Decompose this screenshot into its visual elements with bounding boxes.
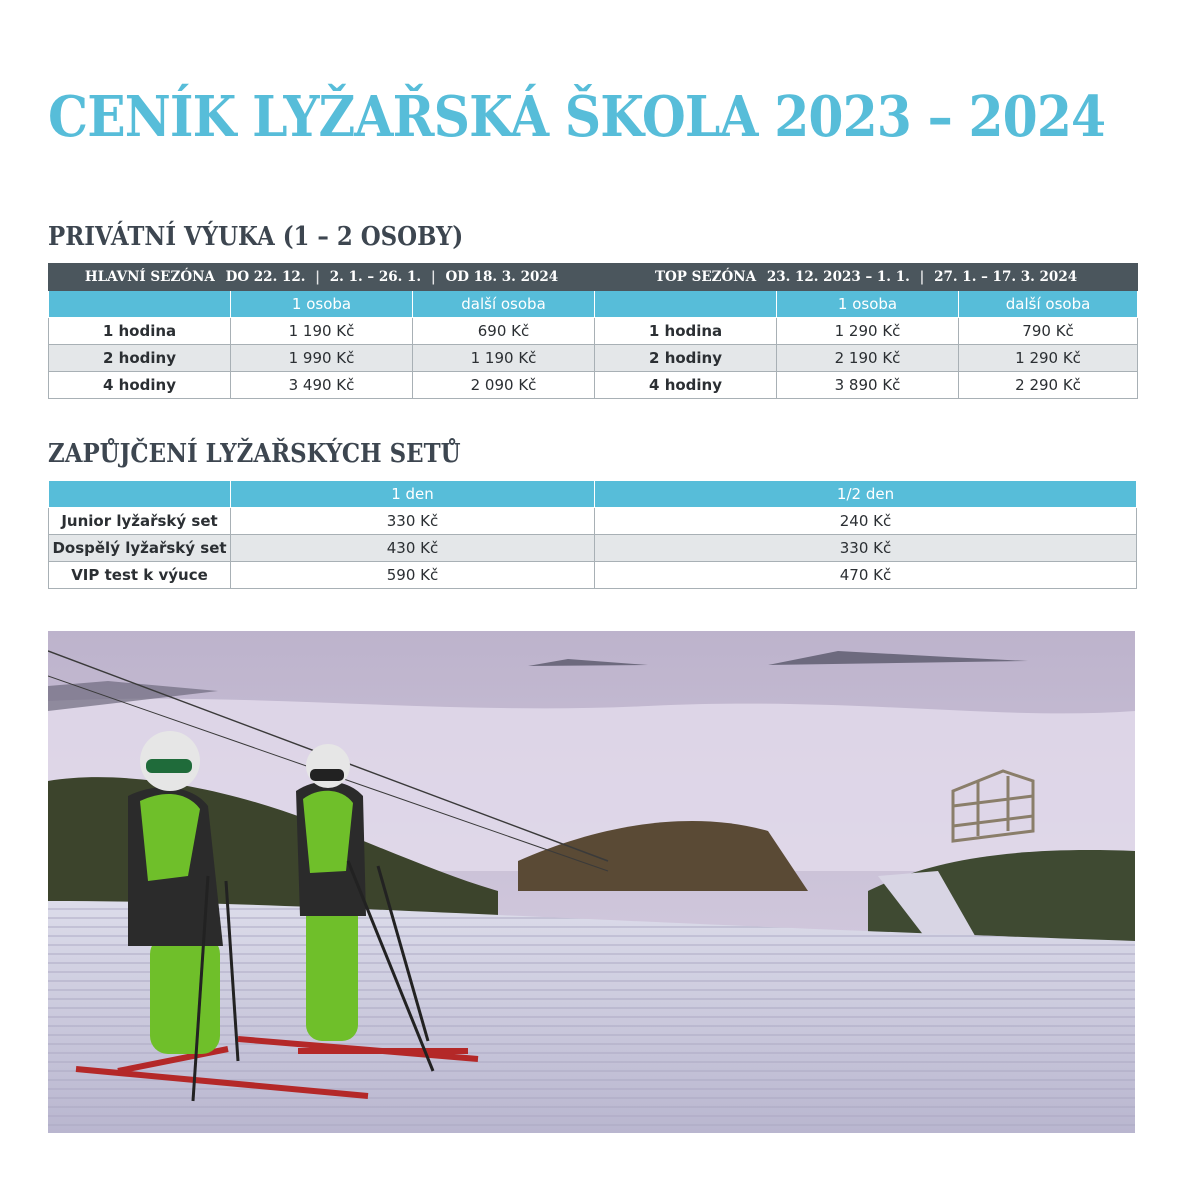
price-cell: 240 Kč [595, 508, 1137, 535]
main-season-period: DO 22. 12. [225, 269, 306, 285]
table-row [49, 562, 1137, 589]
price-cell: 1 190 Kč [413, 345, 595, 372]
price-cell: 1 190 Kč [231, 318, 413, 345]
table-row [49, 318, 1138, 345]
goggles [310, 769, 344, 781]
price-cell: 790 Kč [959, 318, 1138, 345]
main-season-name: HLAVNÍ SEZÓNA [84, 269, 215, 285]
table-row [49, 345, 1138, 372]
divider: | [430, 269, 436, 285]
goggles [146, 759, 192, 773]
empty-header-cell [49, 481, 231, 508]
price-cell: 590 Kč [231, 562, 595, 589]
price-cell: 330 Kč [595, 535, 1137, 562]
price-cell: 1 290 Kč [777, 318, 959, 345]
row-label: 1 hodina [595, 318, 777, 345]
table-row [49, 372, 1138, 399]
private-lessons-heading: PRIVÁTNÍ VÝUKA (1 – 2 OSOBY) [48, 222, 464, 252]
table-row [49, 535, 1137, 562]
column-header: 1 osoba [231, 291, 413, 318]
column-header-row [49, 291, 1138, 318]
divider: | [315, 269, 321, 285]
top-season-period: 23. 12. 2023 – 1. 1. [766, 269, 910, 285]
price-cell: 690 Kč [413, 318, 595, 345]
column-header-row [49, 481, 1137, 508]
column-header: 1/2 den [595, 481, 1137, 508]
main-season-period: 2. 1. – 26. 1. [329, 269, 422, 285]
price-cell: 2 190 Kč [777, 345, 959, 372]
private-lessons-table [48, 263, 1138, 399]
helmet [306, 744, 350, 788]
trousers [150, 936, 220, 1054]
table-row [49, 508, 1137, 535]
main-season-period: OD 18. 3. 2024 [445, 269, 559, 285]
row-label: 2 hodiny [49, 345, 231, 372]
price-cell: 330 Kč [231, 508, 595, 535]
divider: | [919, 269, 925, 285]
price-cell: 430 Kč [231, 535, 595, 562]
row-label: 1 hodina [49, 318, 231, 345]
empty-header-cell [595, 291, 777, 318]
rental-table [48, 480, 1137, 589]
ski-slope-illustration [48, 631, 1135, 1133]
top-season-header [595, 264, 1138, 291]
row-label: 4 hodiny [49, 372, 231, 399]
price-cell: 3 890 Kč [777, 372, 959, 399]
top-season-name: TOP SEZÓNA [654, 269, 757, 285]
row-label: VIP test k výuce [49, 562, 231, 589]
price-cell: 2 090 Kč [413, 372, 595, 399]
season-header-row [49, 264, 1138, 291]
empty-header-cell [49, 291, 231, 318]
trousers [306, 901, 358, 1041]
page-title: CENÍK LYŽAŘSKÁ ŠKOLA 2023 – 2024 [48, 84, 1106, 150]
column-header: 1 osoba [777, 291, 959, 318]
top-season-period: 27. 1. – 17. 3. 2024 [934, 269, 1078, 285]
column-header: další osoba [959, 291, 1138, 318]
ski-slope-photo [48, 631, 1135, 1133]
jacket-panel [303, 791, 353, 873]
price-cell: 1 990 Kč [231, 345, 413, 372]
rental-heading: ZAPŮJČENÍ LYŽAŘSKÝCH SETŮ [48, 439, 461, 469]
row-label: 2 hodiny [595, 345, 777, 372]
main-season-header [49, 264, 595, 291]
column-header: 1 den [231, 481, 595, 508]
column-header: další osoba [413, 291, 595, 318]
row-label: Junior lyžařský set [49, 508, 231, 535]
price-cell: 3 490 Kč [231, 372, 413, 399]
row-label: 4 hodiny [595, 372, 777, 399]
price-cell: 2 290 Kč [959, 372, 1138, 399]
price-cell: 1 290 Kč [959, 345, 1138, 372]
price-cell: 470 Kč [595, 562, 1137, 589]
row-label: Dospělý lyžařský set [49, 535, 231, 562]
